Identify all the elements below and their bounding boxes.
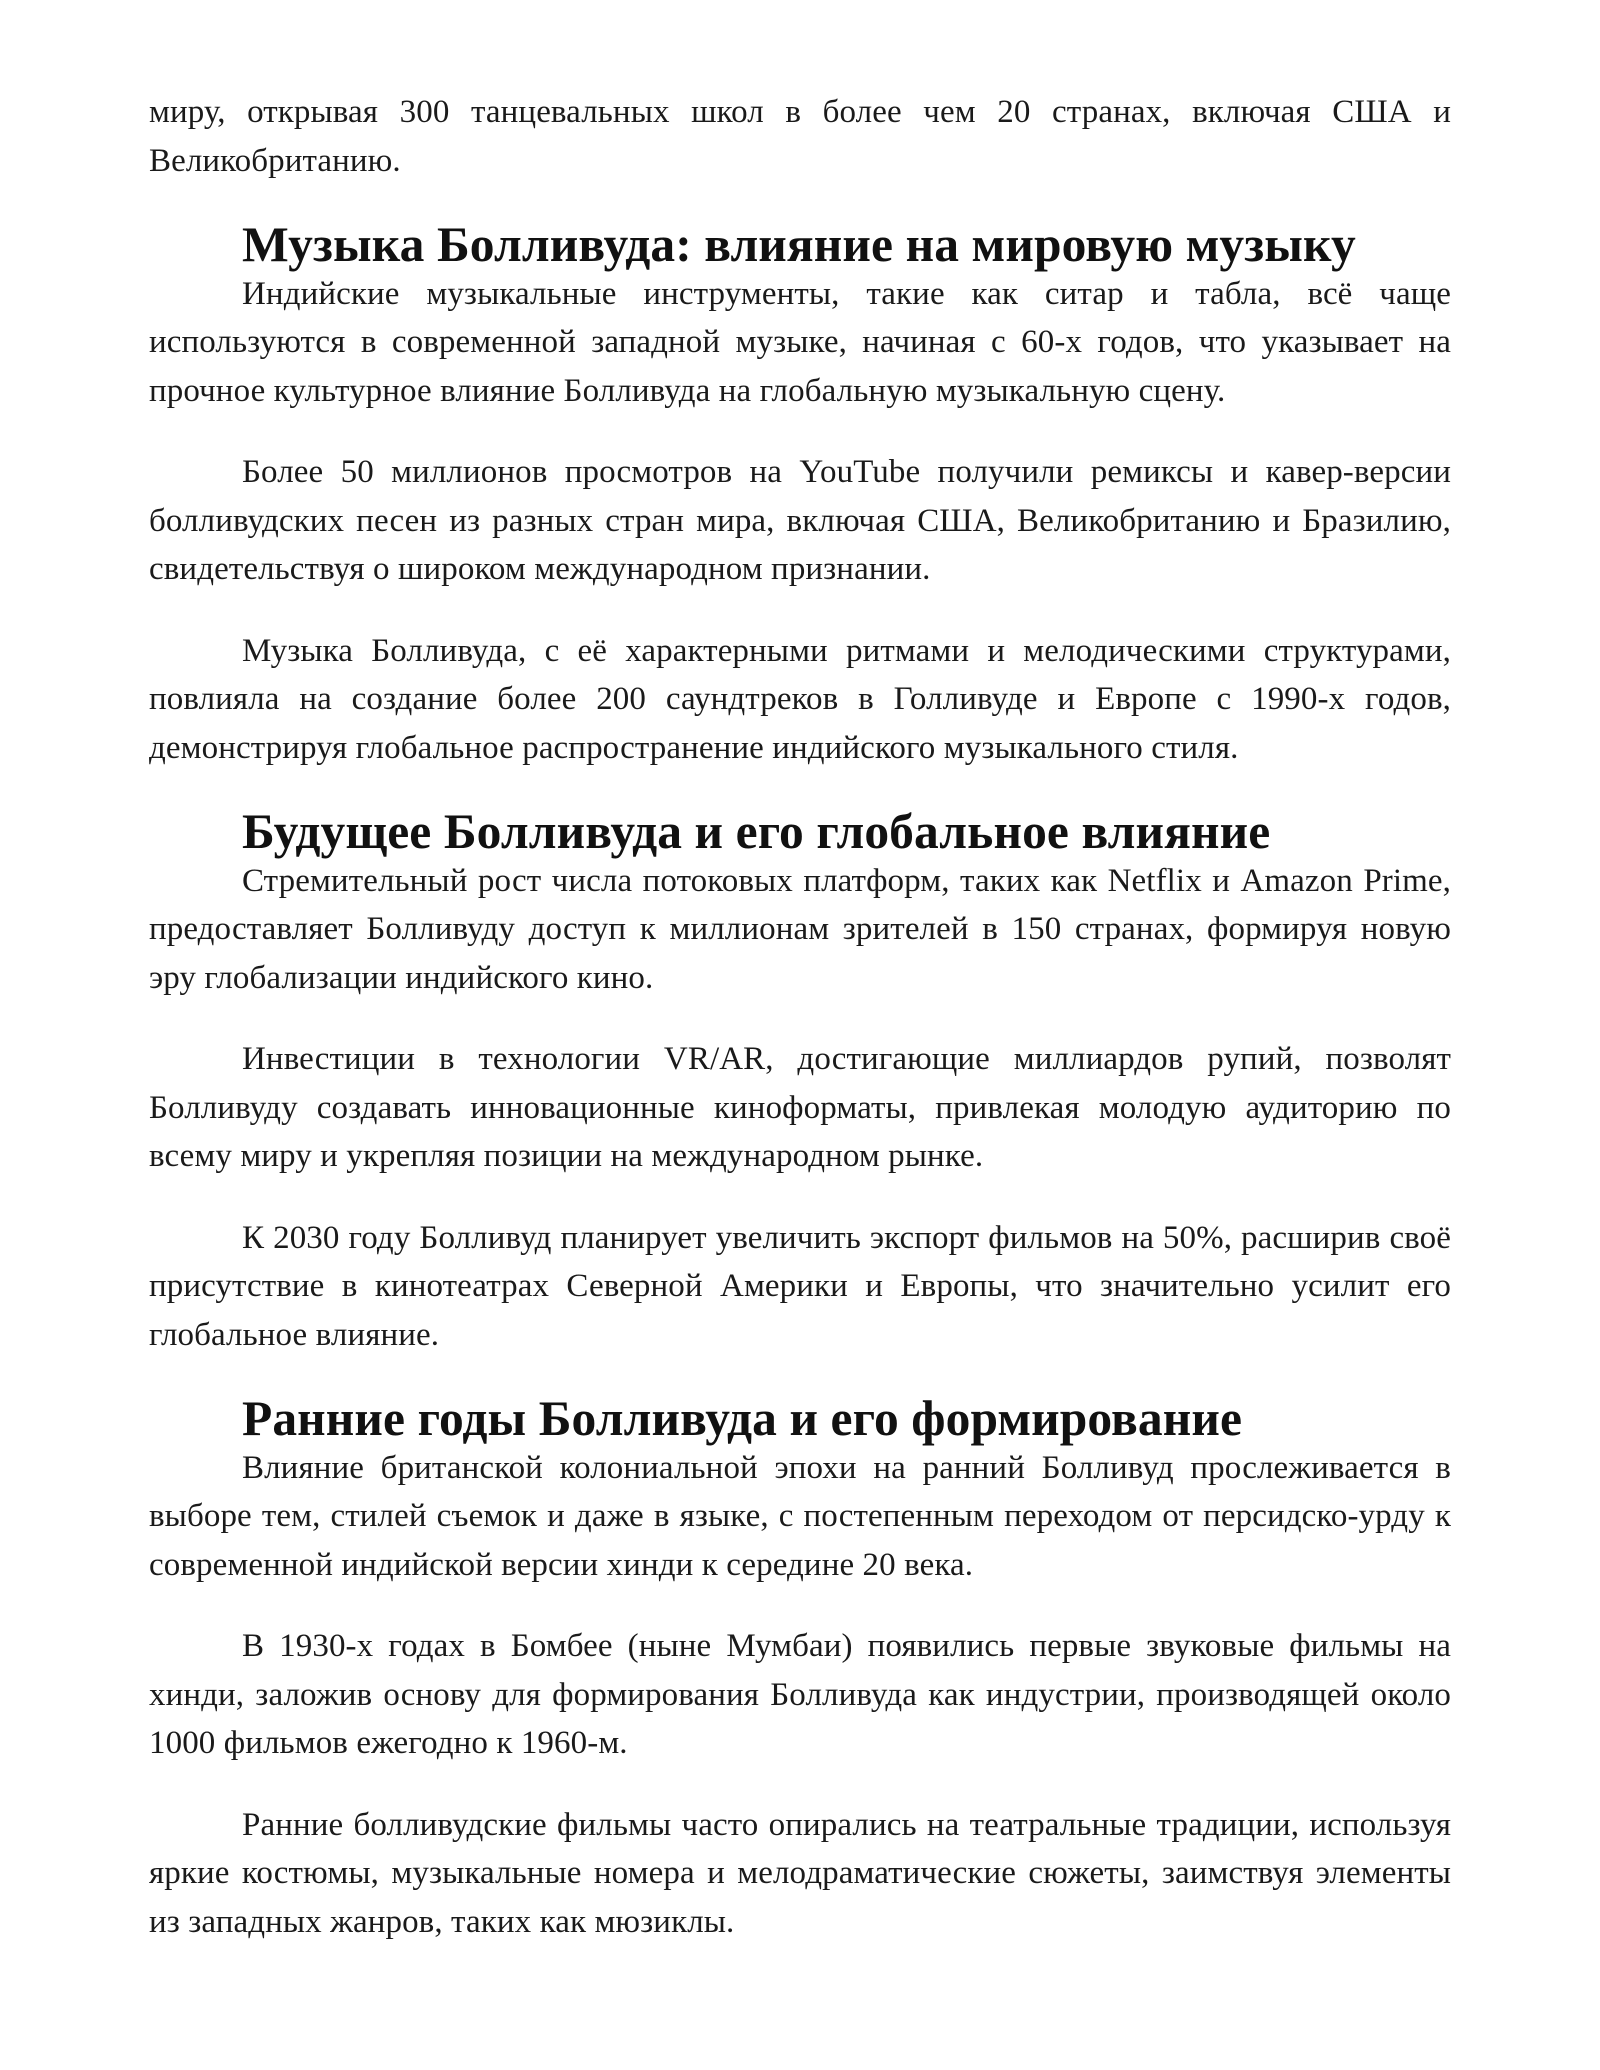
section-heading-future: Будущее Болливуда и его глобальное влияние bbox=[242, 804, 1271, 859]
paragraph: Стремительный рост числа потоковых платформ, таких как Netflix и Amazon Prime, предоставляет Болливуду доступ к миллионам зрителей в 150 странах, формируя новую эру глобализации индийского кино. bbox=[149, 862, 1451, 996]
section-heading-music: Музыка Болливуда: влияние на мировую музыку bbox=[242, 217, 1356, 272]
paragraph-continued: миру, открывая 300 танцевальных школ в более чем 20 странах, включая США и Великобританию. bbox=[149, 94, 1451, 179]
paragraph: Музыка Болливуда, с её характерными ритмами и мелодическими структурами, повлияла на создание более 200 саундтреков в Голливуде и Европе с 1990-х годов, демонстрируя глобальное распространение индийского музыкального стиля. bbox=[149, 632, 1451, 766]
paragraph: В 1930-х годах в Бомбее (ныне Мумбаи) появились первые звуковые фильмы на хинди, заложив основу для формирования Болливуда как индустрии, производящей около 1000 фильмов ежегодно к 1960-м. bbox=[149, 1628, 1451, 1761]
document-page bbox=[149, 88, 1451, 1946]
paragraph: Влияние британской колониальной эпохи на ранний Болливуд прослеживается в выборе тем, стилей съемок и даже в языке, с постепенным переходом от персидско-урду к современной индийской версии хинди к середине 20 века. bbox=[149, 1449, 1451, 1583]
paragraph: Ранние болливудские фильмы часто опирались на театральные традиции, используя яркие костюмы, музыкальные номера и мелодраматические сюжеты, заимствуя элементы из западных жанров, таких как мюзиклы. bbox=[149, 1806, 1451, 1940]
paragraph: К 2030 году Болливуд планирует увеличить экспорт фильмов на 50%, расширив своё присутствие в кинотеатрах Северной Америки и Европы, что значительно усилит его глобальное влияние. bbox=[149, 1219, 1451, 1353]
paragraph: Индийские музыкальные инструменты, такие как ситар и табла, всё чаще используются в современной западной музыке, начиная с 60-х годов, что указывает на прочное культурное влияние Болливуда на глобальную музыкальную сцену. bbox=[149, 275, 1451, 409]
section-heading-early-years: Ранние годы Болливуда и его формирование bbox=[242, 1391, 1243, 1446]
paragraph: Инвестиции в технологии VR/AR, достигающие миллиардов рупий, позволят Болливуду создавать инновационные киноформаты, привлекая молодую аудиторию по всему миру и укрепляя позиции на международном рынке. bbox=[149, 1041, 1451, 1174]
paragraph: Более 50 миллионов просмотров на YouTube получили ремиксы и кавер-версии болливудских песен из разных стран мира, включая США, Великобританию и Бразилию, свидетельствуя о широком международном признании. bbox=[149, 454, 1451, 587]
